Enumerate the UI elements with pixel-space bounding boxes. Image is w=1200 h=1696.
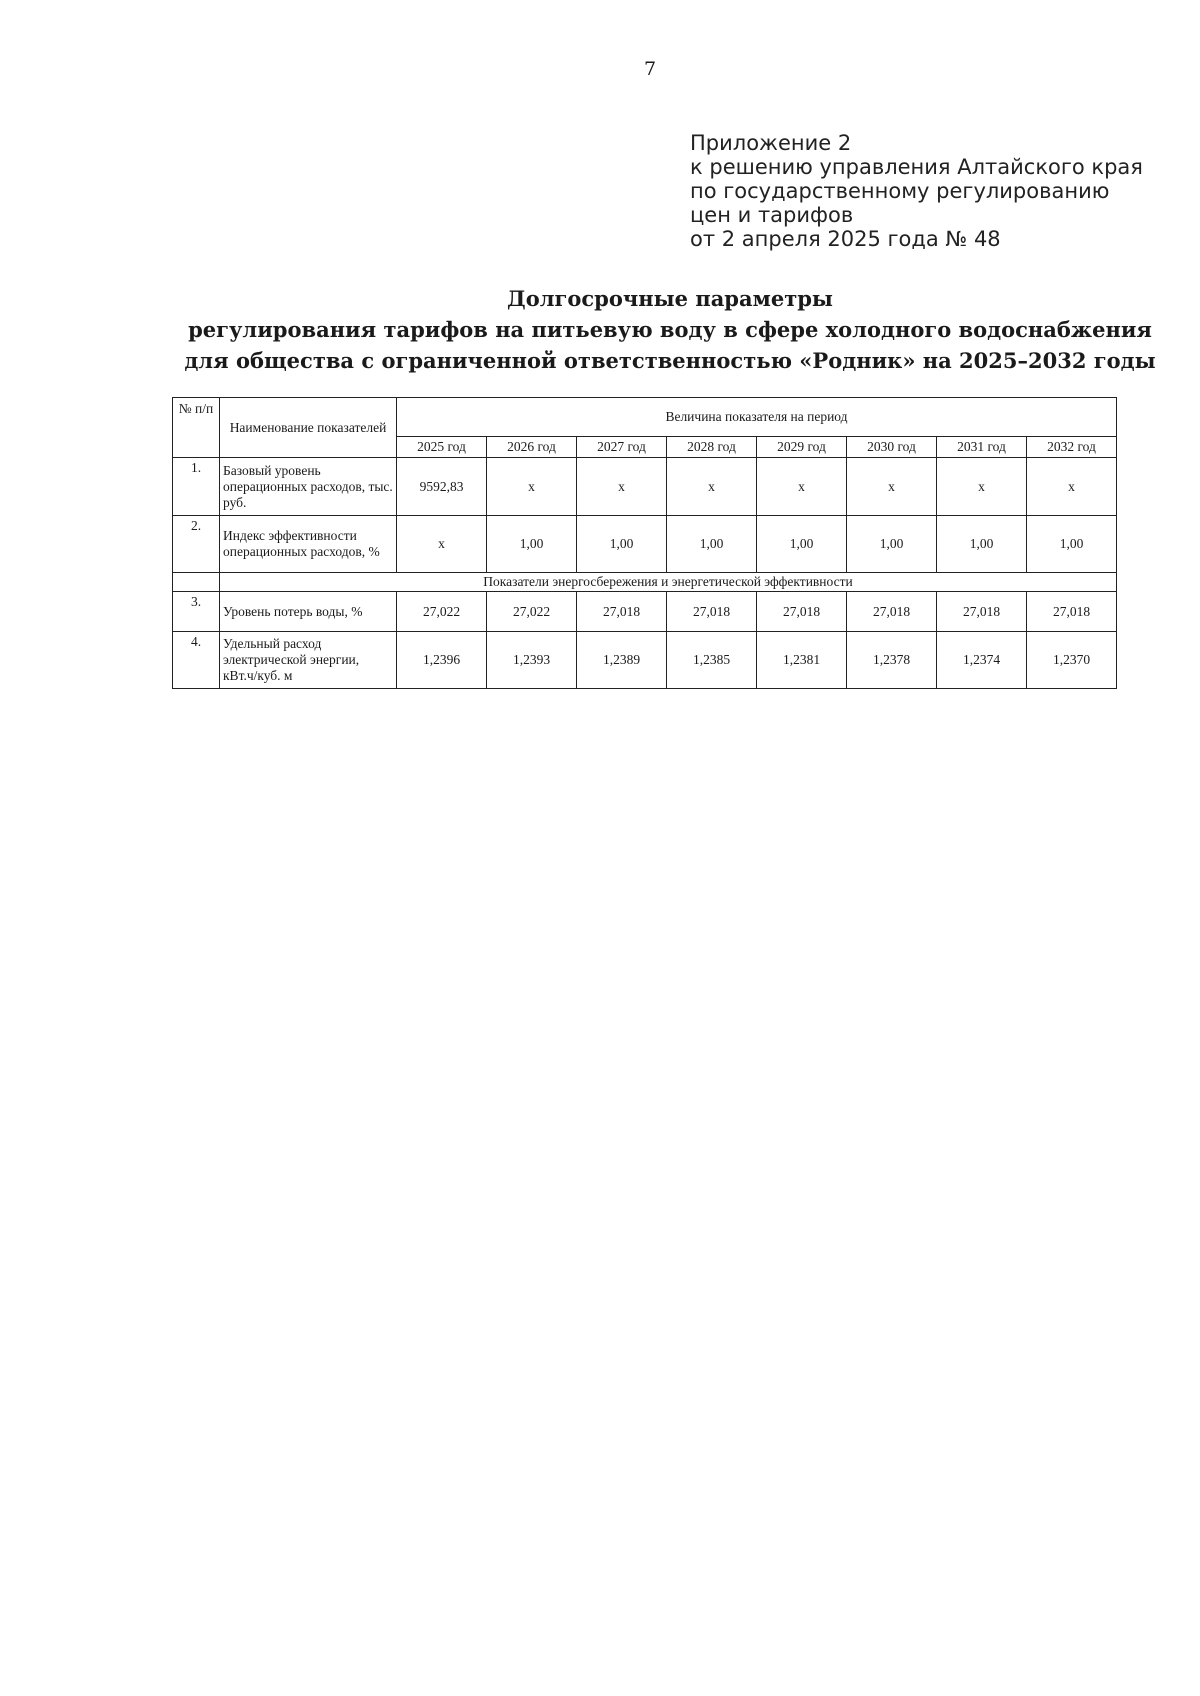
row-value: 27,018 [937,592,1027,632]
row-value: 27,018 [667,592,757,632]
year-header: 2031 год [937,437,1027,458]
row-value: 1,00 [667,516,757,573]
header-period: Величина показателя на период [397,398,1117,437]
section-title: Показатели энергосбережения и энергетической эффективности [220,573,1117,592]
title-line: регулирования тарифов на питьевую воду в сфере холодного водоснабжения [188,317,1152,342]
row-value: 1,00 [847,516,937,573]
title-line: Долгосрочные параметры [507,286,833,311]
row-name: Индекс эффективности операционных расходов, % [220,516,397,573]
section-row [173,573,1117,592]
year-header: 2026 год [487,437,577,458]
row-value: 1,00 [1027,516,1117,573]
year-header: 2030 год [847,437,937,458]
row-value: x [577,458,667,516]
table-row [173,516,1117,573]
row-value: 9592,83 [397,458,487,516]
table-row [173,632,1117,689]
row-num: 3. [173,592,220,632]
row-value: x [397,516,487,573]
section-num-cell [173,573,220,592]
row-value: x [847,458,937,516]
parameters-table [172,397,1117,689]
row-value: 27,018 [577,592,667,632]
appendix-line: цен и тарифов [690,203,854,227]
appendix-line: Приложение 2 [690,131,852,155]
row-value: 1,2374 [937,632,1027,689]
table-row [173,458,1117,516]
year-header: 2032 год [1027,437,1117,458]
row-value: x [937,458,1027,516]
row-value: 1,2396 [397,632,487,689]
title-line: для общества с ограниченной ответственностью «Родник» на 2025–2032 годы [184,348,1156,373]
year-header: 2027 год [577,437,667,458]
row-value: x [757,458,847,516]
table-header-row [173,398,1117,437]
document-title [180,283,1160,376]
row-value: 27,018 [847,592,937,632]
year-header: 2025 год [397,437,487,458]
year-header: 2028 год [667,437,757,458]
row-value: 27,022 [397,592,487,632]
row-num: 1. [173,458,220,516]
row-num: 4. [173,632,220,689]
row-value: 27,018 [1027,592,1117,632]
table-row [173,592,1117,632]
row-value: 27,022 [487,592,577,632]
row-value: 1,00 [487,516,577,573]
page-number: 7 [643,58,657,80]
row-name: Уровень потерь воды, % [220,592,397,632]
row-value: 1,2378 [847,632,937,689]
appendix-block [690,131,1143,251]
header-name: Наименование показателей [220,398,397,458]
row-value: 1,00 [577,516,667,573]
row-value: 1,00 [937,516,1027,573]
row-value: 1,2385 [667,632,757,689]
appendix-line: по государственному регулированию [690,179,1110,203]
header-num: № п/п [173,398,220,458]
row-name: Удельный расход электрической энергии, кВт.ч/куб. м [220,632,397,689]
appendix-line: к решению управления Алтайского края [690,155,1143,179]
row-value: 1,2389 [577,632,667,689]
year-header: 2029 год [757,437,847,458]
row-name: Базовый уровень операционных расходов, тыс. руб. [220,458,397,516]
row-value: x [667,458,757,516]
row-value: x [1027,458,1117,516]
row-value: 1,2370 [1027,632,1117,689]
appendix-line: от 2 апреля 2025 года № 48 [690,227,1001,251]
row-num: 2. [173,516,220,573]
row-value: 1,2381 [757,632,847,689]
row-value: 1,2393 [487,632,577,689]
row-value: x [487,458,577,516]
row-value: 1,00 [757,516,847,573]
row-value: 27,018 [757,592,847,632]
